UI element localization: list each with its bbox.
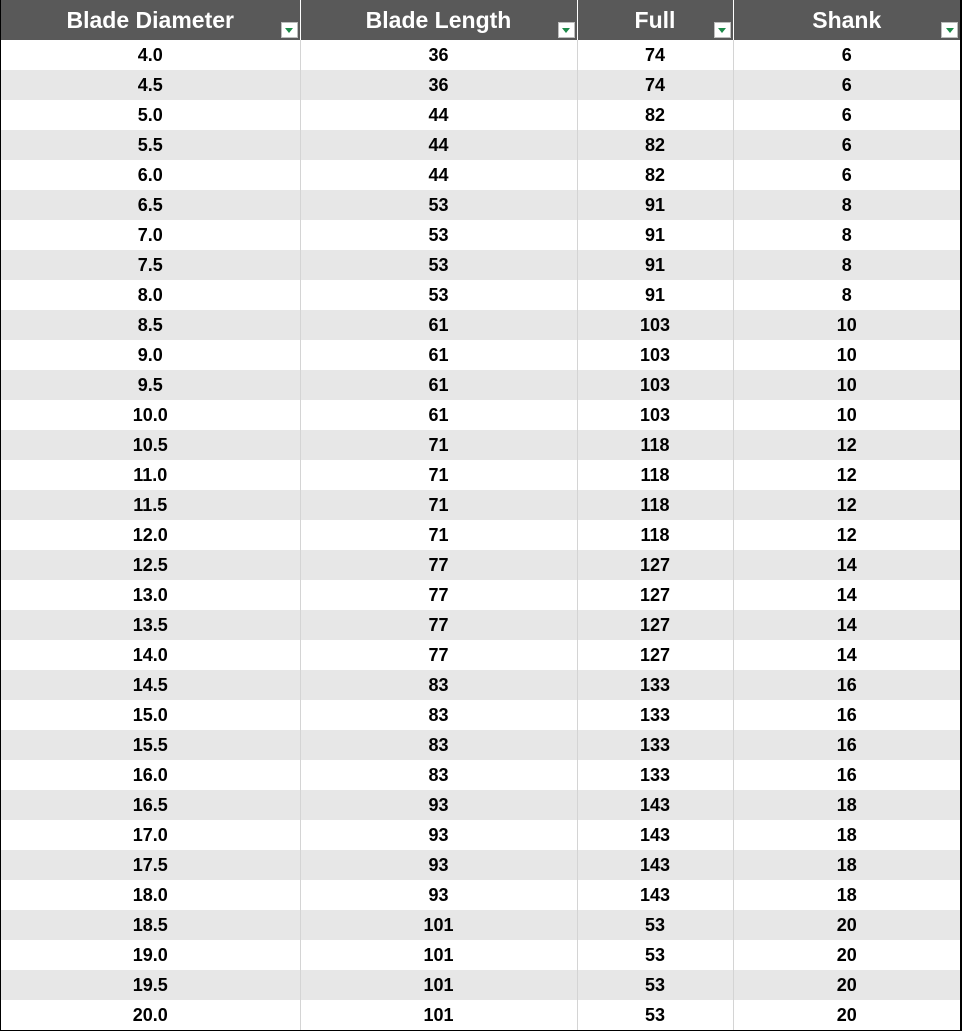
cell-full[interactable]: 118 xyxy=(577,490,733,520)
cell-blade-diameter[interactable]: 8.5 xyxy=(1,310,300,340)
table-row xyxy=(1,490,960,520)
cell-full[interactable]: 118 xyxy=(577,430,733,460)
filter-dropdown-button[interactable] xyxy=(281,22,298,38)
cell-blade-diameter[interactable]: 5.5 xyxy=(1,130,300,160)
cell-blade-length[interactable]: 77 xyxy=(300,580,577,610)
cell-blade-length[interactable]: 53 xyxy=(300,250,577,280)
cell-blade-diameter[interactable]: 18.0 xyxy=(1,880,300,910)
cell-full[interactable]: 143 xyxy=(577,880,733,910)
cell-blade-diameter[interactable]: 5.0 xyxy=(1,100,300,130)
table-row xyxy=(1,400,960,430)
cell-blade-diameter[interactable]: 4.5 xyxy=(1,70,300,100)
blade-dimensions-table xyxy=(1,0,960,1030)
cell-full[interactable]: 143 xyxy=(577,820,733,850)
cell-shank[interactable]: 18 xyxy=(733,880,960,910)
cell-blade-diameter[interactable]: 7.5 xyxy=(1,250,300,280)
header-label: Blade Length xyxy=(365,7,512,33)
cell-blade-length[interactable]: 101 xyxy=(300,940,577,970)
cell-full[interactable]: 127 xyxy=(577,610,733,640)
cell-full[interactable]: 91 xyxy=(577,220,733,250)
cell-full[interactable]: 133 xyxy=(577,670,733,700)
cell-shank[interactable]: 8 xyxy=(733,280,960,310)
cell-blade-diameter[interactable]: 18.5 xyxy=(1,910,300,940)
header-full xyxy=(577,0,733,40)
table-row xyxy=(1,910,960,940)
cell-blade-diameter[interactable]: 4.0 xyxy=(1,40,300,70)
cell-blade-length[interactable]: 53 xyxy=(300,280,577,310)
cell-full[interactable]: 103 xyxy=(577,310,733,340)
cell-blade-length[interactable]: 71 xyxy=(300,430,577,460)
cell-blade-length[interactable]: 61 xyxy=(300,310,577,340)
cell-blade-length[interactable]: 77 xyxy=(300,550,577,580)
filter-dropdown-button[interactable] xyxy=(714,22,731,38)
cell-full[interactable]: 103 xyxy=(577,400,733,430)
cell-full[interactable]: 91 xyxy=(577,280,733,310)
table-body xyxy=(1,40,960,1030)
cell-shank[interactable]: 10 xyxy=(733,370,960,400)
cell-blade-length[interactable]: 77 xyxy=(300,610,577,640)
cell-shank[interactable]: 20 xyxy=(733,910,960,940)
cell-shank[interactable]: 14 xyxy=(733,550,960,580)
cell-blade-length[interactable]: 93 xyxy=(300,880,577,910)
cell-shank[interactable]: 20 xyxy=(733,970,960,1000)
cell-shank[interactable]: 8 xyxy=(733,190,960,220)
cell-shank[interactable]: 20 xyxy=(733,1000,960,1030)
table-row xyxy=(1,460,960,490)
cell-full[interactable]: 103 xyxy=(577,370,733,400)
cell-full[interactable]: 133 xyxy=(577,700,733,730)
cell-blade-diameter[interactable]: 6.0 xyxy=(1,160,300,190)
cell-full[interactable]: 82 xyxy=(577,100,733,130)
cell-shank[interactable]: 18 xyxy=(733,790,960,820)
cell-blade-length[interactable]: 61 xyxy=(300,370,577,400)
table-row xyxy=(1,1000,960,1030)
cell-shank[interactable]: 20 xyxy=(733,940,960,970)
cell-blade-length[interactable]: 93 xyxy=(300,820,577,850)
cell-shank[interactable]: 10 xyxy=(733,400,960,430)
table-row xyxy=(1,610,960,640)
cell-blade-diameter[interactable]: 14.0 xyxy=(1,640,300,670)
table-row xyxy=(1,880,960,910)
cell-shank[interactable]: 6 xyxy=(733,70,960,100)
dropdown-arrow-icon xyxy=(562,28,570,33)
dropdown-arrow-icon xyxy=(285,28,293,33)
table-row xyxy=(1,700,960,730)
table-row xyxy=(1,160,960,190)
cell-shank[interactable]: 16 xyxy=(733,670,960,700)
cell-full[interactable]: 91 xyxy=(577,250,733,280)
cell-blade-length[interactable]: 77 xyxy=(300,640,577,670)
cell-full[interactable]: 127 xyxy=(577,550,733,580)
cell-blade-diameter[interactable]: 19.0 xyxy=(1,940,300,970)
cell-full[interactable]: 53 xyxy=(577,940,733,970)
cell-blade-length[interactable]: 101 xyxy=(300,910,577,940)
cell-blade-length[interactable]: 71 xyxy=(300,490,577,520)
header-shank xyxy=(733,0,960,40)
cell-blade-diameter[interactable]: 7.0 xyxy=(1,220,300,250)
cell-blade-length[interactable]: 36 xyxy=(300,40,577,70)
cell-shank[interactable]: 6 xyxy=(733,130,960,160)
cell-blade-length[interactable]: 83 xyxy=(300,730,577,760)
header-blade-diameter xyxy=(1,0,300,40)
cell-blade-length[interactable]: 44 xyxy=(300,100,577,130)
cell-blade-length[interactable]: 83 xyxy=(300,700,577,730)
cell-full[interactable]: 127 xyxy=(577,640,733,670)
table-row xyxy=(1,730,960,760)
cell-blade-diameter[interactable]: 12.0 xyxy=(1,520,300,550)
cell-blade-diameter[interactable]: 8.0 xyxy=(1,280,300,310)
cell-blade-length[interactable]: 101 xyxy=(300,970,577,1000)
cell-blade-diameter[interactable]: 11.5 xyxy=(1,490,300,520)
cell-blade-length[interactable]: 61 xyxy=(300,340,577,370)
cell-blade-length[interactable]: 93 xyxy=(300,790,577,820)
cell-blade-length[interactable]: 53 xyxy=(300,220,577,250)
cell-full[interactable]: 91 xyxy=(577,190,733,220)
cell-full[interactable]: 127 xyxy=(577,580,733,610)
cell-shank[interactable]: 6 xyxy=(733,100,960,130)
table-row xyxy=(1,280,960,310)
table-row xyxy=(1,580,960,610)
dropdown-arrow-icon xyxy=(946,28,954,33)
table-row xyxy=(1,850,960,880)
cell-shank[interactable]: 14 xyxy=(733,580,960,610)
cell-shank[interactable]: 16 xyxy=(733,760,960,790)
cell-shank[interactable]: 8 xyxy=(733,250,960,280)
filter-dropdown-button[interactable] xyxy=(558,22,575,38)
header-blade-length xyxy=(300,0,577,40)
table-row xyxy=(1,790,960,820)
cell-full[interactable]: 143 xyxy=(577,850,733,880)
table-row xyxy=(1,340,960,370)
cell-blade-length[interactable]: 83 xyxy=(300,670,577,700)
header-label: Shank xyxy=(812,7,882,33)
table-row xyxy=(1,820,960,850)
cell-shank[interactable]: 16 xyxy=(733,730,960,760)
table-row xyxy=(1,640,960,670)
cell-full[interactable]: 82 xyxy=(577,130,733,160)
cell-shank[interactable]: 10 xyxy=(733,310,960,340)
cell-blade-diameter[interactable]: 14.5 xyxy=(1,670,300,700)
cell-blade-diameter[interactable]: 16.0 xyxy=(1,760,300,790)
cell-shank[interactable]: 16 xyxy=(733,700,960,730)
cell-blade-diameter[interactable]: 13.0 xyxy=(1,580,300,610)
table-row xyxy=(1,130,960,160)
table-row xyxy=(1,970,960,1000)
cell-shank[interactable]: 14 xyxy=(733,610,960,640)
cell-full[interactable]: 133 xyxy=(577,760,733,790)
cell-full[interactable]: 74 xyxy=(577,70,733,100)
cell-shank[interactable]: 12 xyxy=(733,460,960,490)
table-row xyxy=(1,220,960,250)
dropdown-arrow-icon xyxy=(718,28,726,33)
table-row xyxy=(1,250,960,280)
cell-blade-length[interactable]: 53 xyxy=(300,190,577,220)
cell-blade-length[interactable]: 71 xyxy=(300,520,577,550)
table-row xyxy=(1,940,960,970)
table-row xyxy=(1,190,960,220)
cell-shank[interactable]: 12 xyxy=(733,430,960,460)
cell-shank[interactable]: 18 xyxy=(733,820,960,850)
table-row xyxy=(1,520,960,550)
cell-full[interactable]: 53 xyxy=(577,1000,733,1030)
cell-blade-diameter[interactable]: 9.5 xyxy=(1,370,300,400)
cell-shank[interactable]: 6 xyxy=(733,160,960,190)
cell-blade-length[interactable]: 83 xyxy=(300,760,577,790)
cell-full[interactable]: 118 xyxy=(577,520,733,550)
cell-shank[interactable]: 6 xyxy=(733,40,960,70)
cell-full[interactable]: 53 xyxy=(577,970,733,1000)
cell-blade-length[interactable]: 44 xyxy=(300,160,577,190)
table-row xyxy=(1,430,960,460)
cell-blade-diameter[interactable]: 20.0 xyxy=(1,1000,300,1030)
cell-blade-diameter[interactable]: 15.0 xyxy=(1,700,300,730)
cell-full[interactable]: 118 xyxy=(577,460,733,490)
cell-blade-diameter[interactable]: 10.5 xyxy=(1,430,300,460)
cell-shank[interactable]: 10 xyxy=(733,340,960,370)
header-label: Full xyxy=(634,7,676,33)
cell-blade-diameter[interactable]: 17.0 xyxy=(1,820,300,850)
table-row xyxy=(1,370,960,400)
table-row xyxy=(1,100,960,130)
cell-blade-length[interactable]: 93 xyxy=(300,850,577,880)
cell-shank[interactable]: 12 xyxy=(733,520,960,550)
cell-full[interactable]: 74 xyxy=(577,40,733,70)
cell-blade-length[interactable]: 61 xyxy=(300,400,577,430)
table-row xyxy=(1,40,960,70)
header-row xyxy=(1,0,960,40)
cell-full[interactable]: 82 xyxy=(577,160,733,190)
cell-full[interactable]: 143 xyxy=(577,790,733,820)
cell-full[interactable]: 133 xyxy=(577,730,733,760)
cell-blade-diameter[interactable]: 9.0 xyxy=(1,340,300,370)
table-row xyxy=(1,760,960,790)
cell-full[interactable]: 53 xyxy=(577,910,733,940)
cell-blade-diameter[interactable]: 19.5 xyxy=(1,970,300,1000)
table-row xyxy=(1,550,960,580)
cell-shank[interactable]: 12 xyxy=(733,490,960,520)
cell-blade-diameter[interactable]: 15.5 xyxy=(1,730,300,760)
cell-shank[interactable]: 8 xyxy=(733,220,960,250)
cell-blade-length[interactable]: 101 xyxy=(300,1000,577,1030)
header-label: Blade Diameter xyxy=(66,7,234,33)
table-row xyxy=(1,310,960,340)
cell-blade-length[interactable]: 71 xyxy=(300,460,577,490)
cell-blade-length[interactable]: 44 xyxy=(300,130,577,160)
cell-blade-diameter[interactable]: 6.5 xyxy=(1,190,300,220)
table-row xyxy=(1,670,960,700)
cell-blade-diameter[interactable]: 12.5 xyxy=(1,550,300,580)
cell-blade-length[interactable]: 36 xyxy=(300,70,577,100)
cell-blade-diameter[interactable]: 10.0 xyxy=(1,400,300,430)
cell-blade-diameter[interactable]: 16.5 xyxy=(1,790,300,820)
cell-blade-diameter[interactable]: 11.0 xyxy=(1,460,300,490)
cell-full[interactable]: 103 xyxy=(577,340,733,370)
cell-shank[interactable]: 18 xyxy=(733,850,960,880)
cell-blade-diameter[interactable]: 13.5 xyxy=(1,610,300,640)
filter-dropdown-button[interactable] xyxy=(941,22,958,38)
table-row xyxy=(1,70,960,100)
cell-shank[interactable]: 14 xyxy=(733,640,960,670)
cell-blade-diameter[interactable]: 17.5 xyxy=(1,850,300,880)
